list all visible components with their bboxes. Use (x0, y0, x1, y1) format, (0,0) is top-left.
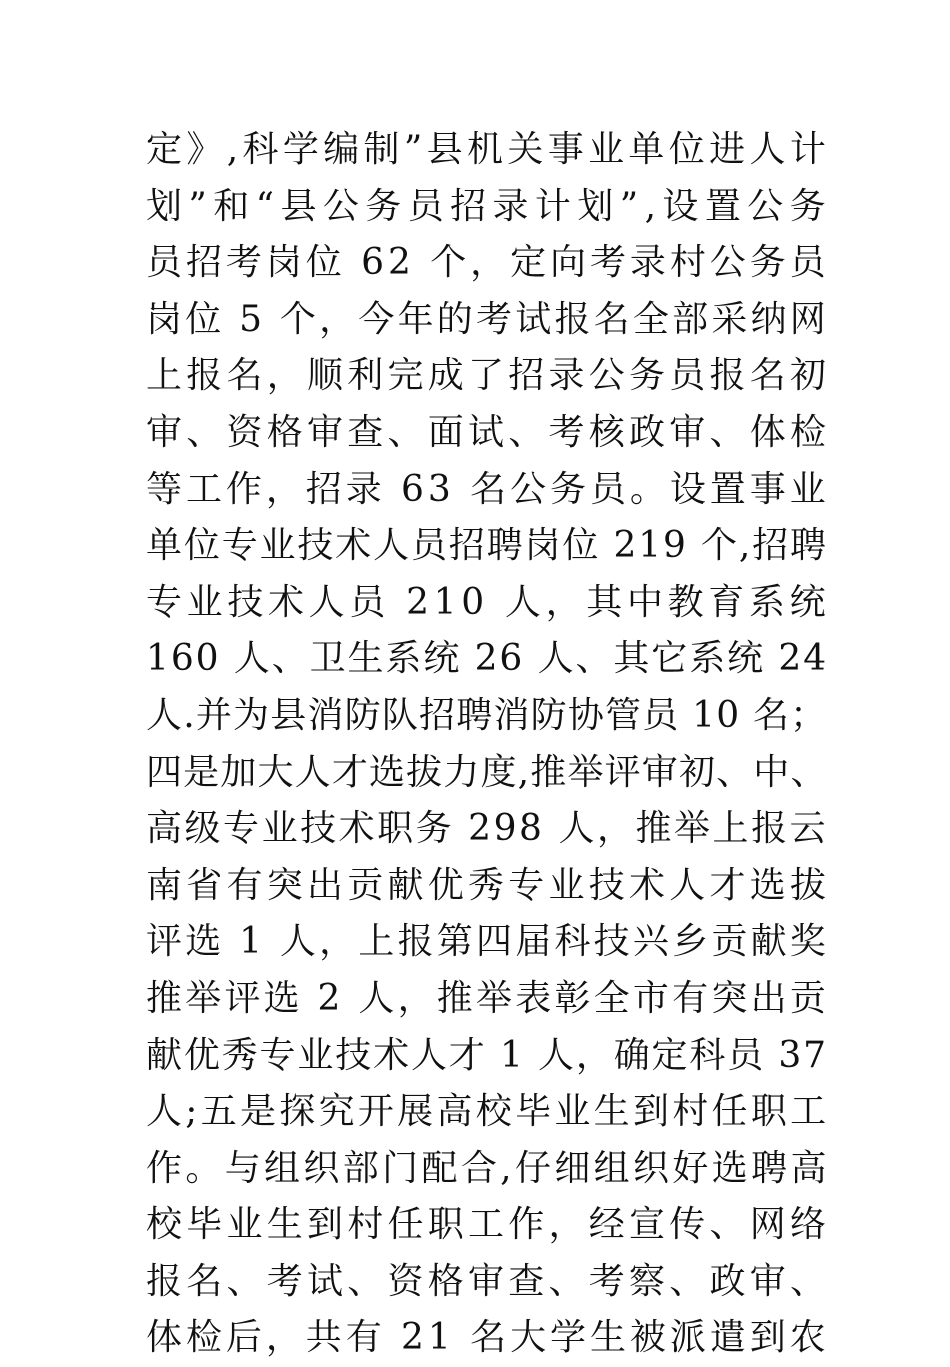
text-line: 南省有突出贡献优秀专业技术人才选拔 (146, 864, 831, 906)
text-line: 员招考岗位 62 个，定向考录村公务员 (146, 242, 830, 284)
text-line: 体检后，共有 21 名大学生被派遣到农 (146, 1317, 830, 1359)
text-line: 上报名，顺利完成了招录公务员报名初 (146, 355, 831, 397)
text-line: 献优秀专业技术人才 1 人，确定科员 37 (146, 1034, 828, 1076)
text-line: 专业技术人员 210 人，其中教育系统 (146, 581, 831, 623)
text-line: 人;五是探究开展高校毕业生到村任职工 (146, 1091, 830, 1133)
text-line: 160 人、卫生系统 26 人、其它系统 24 (146, 638, 829, 680)
body-text (146, 122, 833, 1367)
text-line: 岗位 5 个，今年的考试报名全部采纳网 (146, 298, 830, 340)
text-line: 推举评选 2 人，推举表彰全市有突出贡 (146, 977, 830, 1019)
text-line: 校毕业生到村任职工作，经宣传、网络 (146, 1204, 831, 1246)
text-line: 评选 1 人，上报第四届科技兴乡贡献奖 (146, 921, 830, 963)
text-line: 人.并为县消防队招聘消防协管员 10 名； (146, 694, 828, 736)
text-line: 四是加大人才选拔力度,推举评审初、中、 (146, 751, 828, 793)
text-line: 高级专业技术职务 298 人，推举上报云 (146, 808, 829, 850)
text-line: 作。与组织部门配合,仔细组织好选聘高 (146, 1147, 830, 1189)
text-line: 定》,科学编制”县机关事业单位进人计 (146, 129, 831, 170)
text-line: 等工作，招录 63 名公务员。设置事业 (146, 468, 830, 510)
text-line: 划”和“县公务员招录计划”,设置公务 (146, 185, 833, 227)
text-line: 单位专业技术人员招聘岗位 219 个,招聘 (146, 525, 828, 567)
text-line: 报名、考试、资格审查、考察、政审、 (146, 1260, 831, 1302)
text-line: 审、资格审查、面试、考核政审、体检 (146, 411, 831, 453)
